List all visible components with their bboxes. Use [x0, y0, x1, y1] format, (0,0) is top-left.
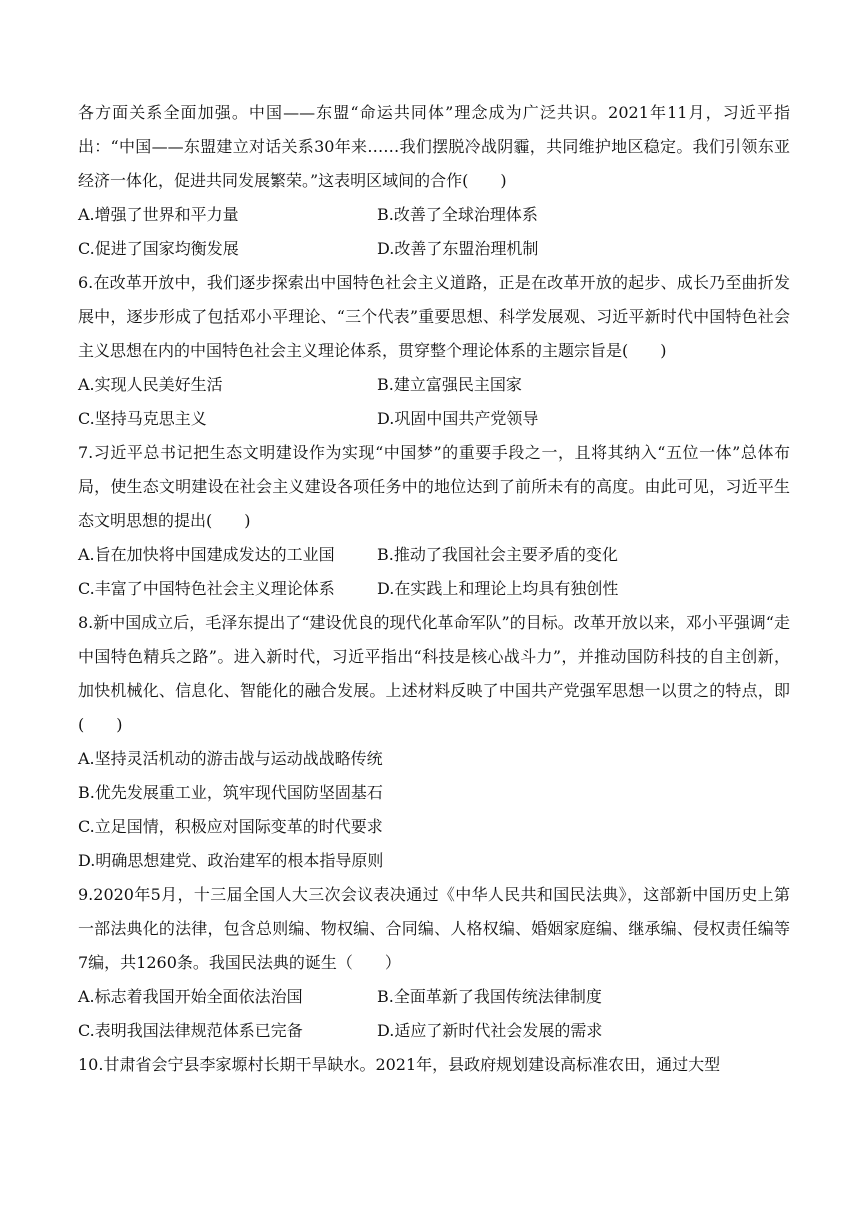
question-9-options-row-2 — [78, 1014, 790, 1048]
question-8-option-b: B.优先发展重工业，筑牢现代国防坚固基石 — [78, 783, 383, 802]
question-5-option-b: B.改善了全球治理体系 — [377, 205, 538, 224]
question-10-stem: 10.甘肃省会宁县李家塬村长期干旱缺水。2021年，县政府规划建设高标准农田，通过大型 — [78, 1055, 721, 1074]
question-8-option-a: A.坚持灵活机动的游击战与运动战战略传统 — [78, 749, 383, 768]
question-6-stem: 6.在改革开放中，我们逐步探索出中国特色社会主义道路，正是在改革开放的起步、成长乃至曲折发展中，逐步形成了包括邓小平理论、“三个代表”重要思想、科学发展观、习近平新时代中国特色社会主义思想在内的中国特色社会主义理论体系，贯穿整个理论体系的主题宗旨是( ) — [78, 273, 790, 360]
question-7-option-b: B.推动了我国社会主要矛盾的变化 — [377, 545, 618, 564]
question-9-stem: 9.2020年5月，十三届全国人大三次会议表决通过《中华人民共和国民法典》，这部新中国历史上第一部法典化的法律，包含总则编、物权编、合同编、人格权编、婚姻家庭编、继承编、侵权责任编等7编，共1260条。我国民法典的诞生（ ） — [78, 885, 790, 972]
question-7-option-a: A.旨在加快将中国建成发达的工业国 — [78, 545, 335, 564]
question-6-options-row-1 — [78, 368, 790, 402]
question-7-options-row-2 — [78, 572, 790, 606]
question-9-options-row-1 — [78, 980, 790, 1014]
question-6-option-a: A.实现人民美好生活 — [78, 375, 223, 394]
question-8-option-d: D.明确思想建党、政治建军的根本指导原则 — [78, 851, 384, 870]
question-6-option-b: B.建立富强民主国家 — [377, 375, 522, 394]
question-6-option-c: C.坚持马克思主义 — [78, 409, 207, 428]
question-5-option-d: D.改善了东盟治理机制 — [377, 239, 539, 258]
question-9-option-d: D.适应了新时代社会发展的需求 — [377, 1021, 603, 1040]
question-8-option-c: C.立足国情，积极应对国际变革的时代要求 — [78, 817, 383, 836]
exam-page — [78, 96, 790, 1082]
question-5-option-a: A.增强了世界和平力量 — [78, 205, 239, 224]
question-5-options-row-1 — [78, 198, 790, 232]
question-7-options-row-1 — [78, 538, 790, 572]
question-6-options-row-2 — [78, 402, 790, 436]
question-5-stem: 各方面关系全面加强。中国——东盟“命运共同体”理念成为广泛共识。2021年11月，习近平指出：“中国——东盟建立对话关系30年来……我们摆脱冷战阴霾，共同维护地区稳定。我们引领东亚经济一体化，促进共同发展繁荣。”这表明区域间的合作( ) — [78, 103, 790, 190]
question-7-stem: 7.习近平总书记把生态文明建设作为实现“中国梦”的重要手段之一，且将其纳入“五位一体”总体布局，使生态文明建设在社会主义建设各项任务中的地位达到了前所未有的高度。由此可见，习近平生态文明思想的提出( ) — [78, 443, 790, 530]
question-5-option-c: C.促进了国家均衡发展 — [78, 239, 239, 258]
question-5-options-row-2 — [78, 232, 790, 266]
question-7-option-d: D.在实践上和理论上均具有独创性 — [377, 579, 619, 598]
question-8-stem: 8.新中国成立后，毛泽东提出了“建设优良的现代化革命军队”的目标。改革开放以来，邓小平强调“走中国特色精兵之路”。进入新时代，习近平指出“科技是核心战斗力”，并推动国防科技的自主创新，加快机械化、信息化、智能化的融合发展。上述材料反映了中国共产党强军思想一以贯之的特点，即( ) — [78, 613, 790, 734]
question-9-option-b: B.全面革新了我国传统法律制度 — [377, 987, 602, 1006]
question-9-option-c: C.表明我国法律规范体系已完备 — [78, 1021, 303, 1040]
question-9-option-a: A.标志着我国开始全面依法治国 — [78, 987, 303, 1006]
question-6-option-d: D.巩固中国共产党领导 — [377, 409, 539, 428]
question-7-option-c: C.丰富了中国特色社会主义理论体系 — [78, 579, 335, 598]
